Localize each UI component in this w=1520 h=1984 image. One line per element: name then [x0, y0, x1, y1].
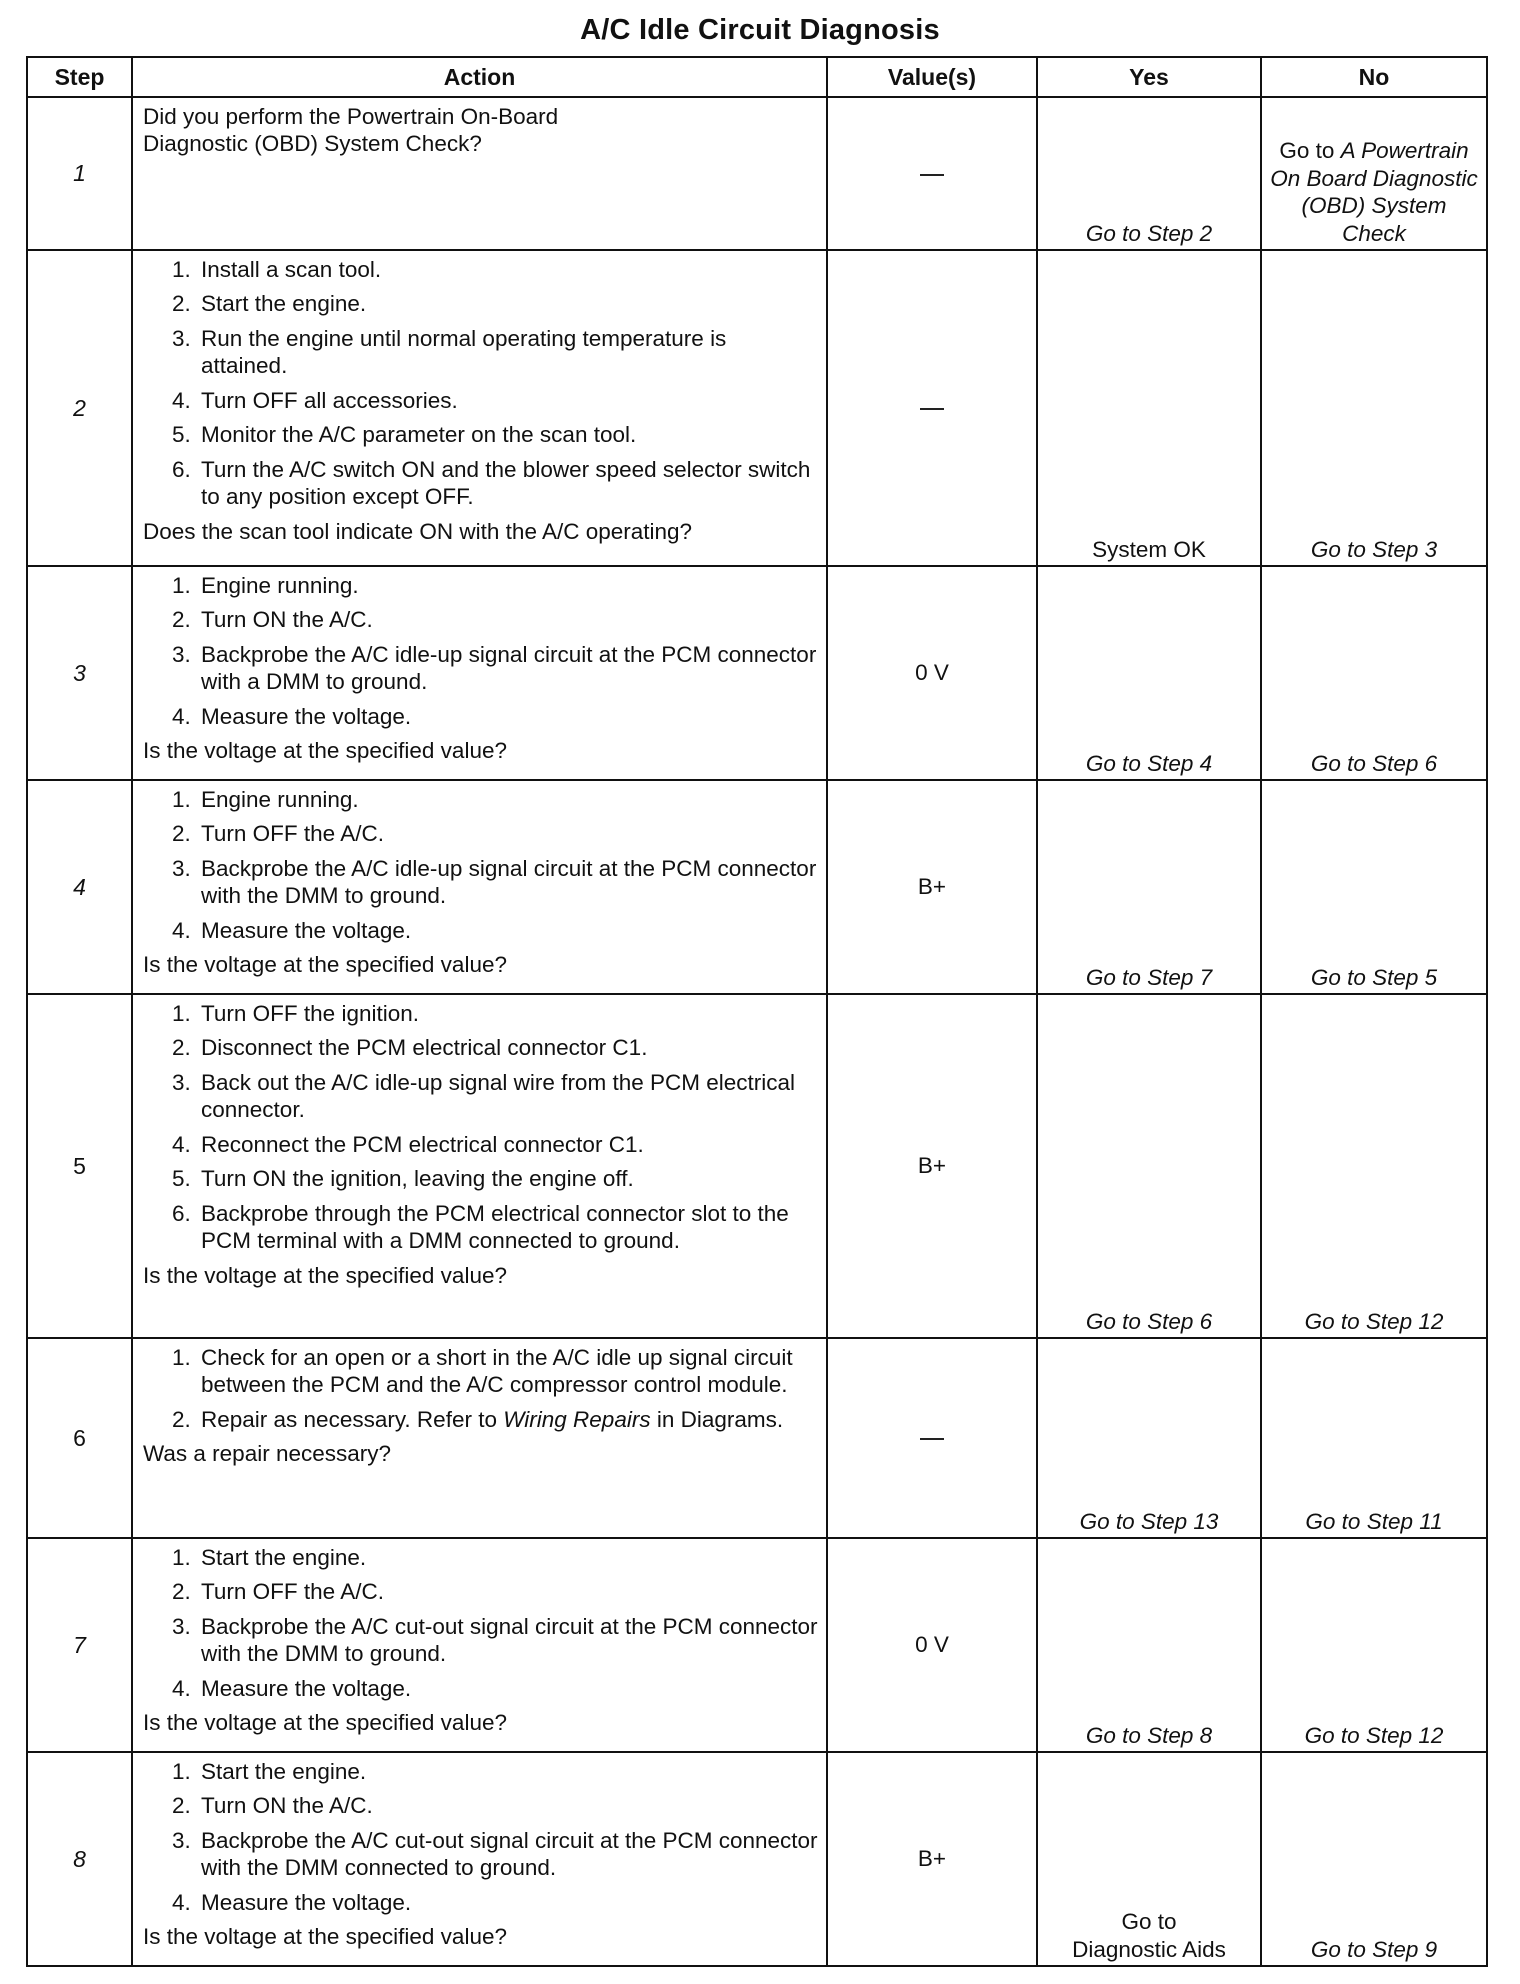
action-question: Does the scan tool indicate ON with the A/C operating?	[143, 518, 693, 544]
yes-cell: Go to Step 6	[1037, 994, 1261, 1338]
action-cell	[132, 250, 827, 566]
instruction-item: 3. Backprobe the A/C cut-out signal circuit at the PCM connector with the DMM to ground.	[197, 1613, 818, 1668]
instruction-item: 4. Measure the voltage.	[197, 1889, 818, 1916]
action-question: Is the voltage at the specified value?	[143, 738, 507, 764]
instruction-item: 1. Start the engine.	[197, 1544, 818, 1571]
value-cell: 0 V	[827, 566, 1037, 780]
action-cell	[132, 1338, 827, 1538]
repair-text-end: in Diagrams.	[656, 1406, 784, 1432]
header-values: Value(s)	[827, 57, 1037, 97]
action-question: Is the voltage at the specified value?	[143, 1710, 507, 1736]
instruction-item: 1. Turn OFF the ignition.	[197, 1000, 818, 1027]
yes-cell: Go to Step 7	[1037, 780, 1261, 994]
yes-cell: Go to Step 8	[1037, 1538, 1261, 1752]
instruction-item: 6. Backprobe through the PCM electrical connector slot to the PCM terminal with a DMM connected to ground.	[197, 1200, 818, 1255]
instruction-item: 4. Measure the voltage.	[197, 1675, 818, 1702]
instruction-item: 4. Measure the voltage.	[197, 703, 818, 730]
page-title: A/C Idle Circuit Diagnosis	[580, 14, 940, 46]
action-cell	[132, 97, 827, 250]
instruction-item: 1. Install a scan tool.	[197, 256, 818, 283]
header-row	[27, 57, 1487, 97]
instruction-item: 5. Turn ON the ignition, leaving the engine off.	[197, 1165, 818, 1192]
step-number: 4	[27, 780, 132, 994]
instruction-item: 2. Start the engine.	[197, 290, 818, 317]
step-number: 3	[27, 566, 132, 780]
table-row	[27, 566, 1487, 780]
value-cell: B+	[827, 1752, 1037, 1966]
value-cell	[827, 97, 1037, 250]
table-row	[27, 97, 1487, 250]
step-number: 8	[27, 1752, 132, 1966]
header-step: Step	[27, 57, 132, 97]
table-row	[27, 1752, 1487, 1966]
table-row	[27, 780, 1487, 994]
action-question: Is the voltage at the specified value?	[143, 1262, 507, 1288]
instruction-list	[143, 1344, 818, 1433]
instruction-item: 2. Turn OFF the A/C.	[197, 1578, 818, 1605]
instruction-list	[143, 1000, 818, 1255]
instruction-list	[143, 256, 818, 511]
action-question: Is the voltage at the specified value?	[143, 952, 507, 978]
value-cell: B+	[827, 994, 1037, 1338]
action-cell	[132, 1538, 827, 1752]
action-question: Was a repair necessary?	[143, 1441, 392, 1467]
instruction-item: 1. Start the engine.	[197, 1758, 818, 1785]
instruction-item: 4. Reconnect the PCM electrical connector C1.	[197, 1131, 818, 1158]
step-number: 1	[27, 97, 132, 250]
diagnosis-table	[26, 56, 1488, 1967]
instruction-item: 1. Engine running.	[197, 786, 818, 813]
yes-cell: Go to Step 4	[1037, 566, 1261, 780]
empty-value-dash	[920, 408, 944, 410]
no-cell	[1261, 97, 1487, 250]
no-cell: Go to Step 5	[1261, 780, 1487, 994]
instruction-item: 2. Disconnect the PCM electrical connector C1.	[197, 1034, 818, 1061]
no-prefix: Go to	[1279, 138, 1335, 164]
no-cell: Go to Step 6	[1261, 566, 1487, 780]
value-cell: B+	[827, 780, 1037, 994]
instruction-item: 1. Check for an open or a short in the A/C idle up signal circuit between the PCM and the A/C compressor control module.	[197, 1344, 818, 1399]
action-cell	[132, 994, 827, 1338]
instruction-list	[143, 786, 818, 944]
instruction-list	[143, 1544, 818, 1702]
instruction-item: 2. Turn OFF the A/C.	[197, 820, 818, 847]
value-cell	[827, 250, 1037, 566]
action-cell	[132, 1752, 827, 1966]
step-number: 6	[27, 1338, 132, 1538]
instruction-item: 5. Monitor the A/C parameter on the scan tool.	[197, 421, 818, 448]
table-row	[27, 1338, 1487, 1538]
step-number: 5	[27, 994, 132, 1338]
action-cell	[132, 780, 827, 994]
instruction-item: 3. Back out the A/C idle-up signal wire from the PCM electrical connector.	[197, 1069, 818, 1124]
value-cell	[827, 1338, 1037, 1538]
header-no: No	[1261, 57, 1487, 97]
step-number: 7	[27, 1538, 132, 1752]
table-row	[27, 1538, 1487, 1752]
instruction-item: 4. Measure the voltage.	[197, 917, 818, 944]
table-row	[27, 994, 1487, 1338]
instruction-item: 2. Turn ON the A/C.	[197, 606, 818, 633]
wiring-repairs-reference: Wiring Repairs	[503, 1406, 651, 1432]
header-action: Action	[132, 57, 827, 97]
action-question: Did you perform the Powertrain On-Board Diagnostic (OBD) System Check?	[143, 104, 559, 157]
repair-text: Repair as necessary. Refer to	[201, 1406, 497, 1432]
instruction-item	[197, 1406, 818, 1433]
yes-cell: Go to Step 2	[1037, 97, 1261, 250]
no-cell: Go to Step 9	[1261, 1752, 1487, 1966]
instruction-item: 3. Run the engine until normal operating temperature is attained.	[197, 325, 818, 380]
no-cell: Go to Step 3	[1261, 250, 1487, 566]
empty-value-dash	[920, 174, 944, 176]
action-question: Is the voltage at the specified value?	[143, 1924, 507, 1950]
instruction-item: 3. Backprobe the A/C idle-up signal circuit at the PCM connector with a DMM to ground.	[197, 641, 818, 696]
yes-cell: System OK	[1037, 250, 1261, 566]
instruction-item: 1. Engine running.	[197, 572, 818, 599]
action-cell	[132, 566, 827, 780]
no-cell: Go to Step 12	[1261, 1538, 1487, 1752]
header-yes: Yes	[1037, 57, 1261, 97]
instruction-item: 3. Backprobe the A/C cut-out signal circuit at the PCM connector with the DMM connected to ground.	[197, 1827, 818, 1882]
instruction-list	[143, 1758, 818, 1916]
instruction-list	[143, 572, 818, 730]
value-cell: 0 V	[827, 1538, 1037, 1752]
no-cell: Go to Step 11	[1261, 1338, 1487, 1538]
no-cell: Go to Step 12	[1261, 994, 1487, 1338]
no-reference: A Powertrain On Board Diagnostic (OBD) System Check	[1270, 138, 1478, 246]
instruction-item: 6. Turn the A/C switch ON and the blower speed selector switch to any position except OFF.	[197, 456, 818, 511]
yes-cell: Go to Step 13	[1037, 1338, 1261, 1538]
step-number: 2	[27, 250, 132, 566]
instruction-item: 4. Turn OFF all accessories.	[197, 387, 818, 414]
empty-value-dash	[920, 1438, 944, 1440]
yes-cell: Go to Diagnostic Aids	[1037, 1752, 1261, 1966]
instruction-item: 2. Turn ON the A/C.	[197, 1792, 818, 1819]
instruction-item: 3. Backprobe the A/C idle-up signal circuit at the PCM connector with the DMM to ground.	[197, 855, 818, 910]
table-row	[27, 250, 1487, 566]
